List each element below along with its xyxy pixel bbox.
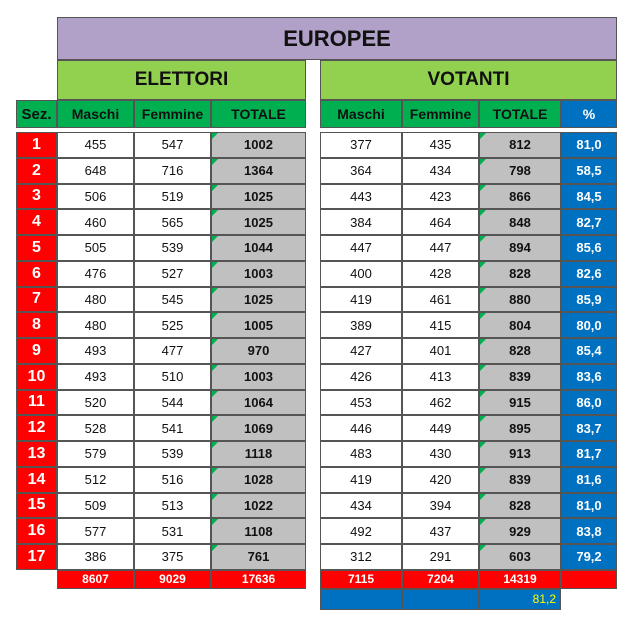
votanti-maschi-cell: 419 — [320, 467, 402, 493]
sezione-number: 8 — [16, 312, 57, 338]
elettori-totale-cell: 761 — [211, 544, 306, 570]
votanti-totale-cell: 866 — [479, 184, 561, 210]
votanti-totale-cell: 894 — [479, 235, 561, 261]
votanti-femmine-cell: 464 — [402, 209, 479, 235]
votanti-maschi-cell: 389 — [320, 312, 402, 338]
elettori-maschi-cell: 476 — [57, 261, 134, 287]
sezione-number: 6 — [16, 261, 57, 287]
sezione-number: 7 — [16, 287, 57, 313]
votanti-maschi-cell: 453 — [320, 390, 402, 416]
votanti-totale-cell: 603 — [479, 544, 561, 570]
elettori-totale-cell: 1364 — [211, 158, 306, 184]
votanti-header: VOTANTI — [320, 60, 617, 100]
votanti-totale-cell: 929 — [479, 518, 561, 544]
votanti-totale-cell: 798 — [479, 158, 561, 184]
totale-percentuale-blank — [561, 570, 617, 589]
elettori-totale-cell: 1003 — [211, 364, 306, 390]
column-header-elettori-totale: TOTALE — [211, 100, 306, 128]
elettori-header: ELETTORI — [57, 60, 306, 100]
votanti-maschi-cell: 443 — [320, 184, 402, 210]
elettori-femmine-cell: 539 — [134, 235, 211, 261]
elettori-femmine-cell: 539 — [134, 441, 211, 467]
votanti-femmine-cell: 415 — [402, 312, 479, 338]
percentuale-cell: 83,6 — [561, 364, 617, 390]
sezione-number: 1 — [16, 132, 57, 158]
votanti-totale-cell: 880 — [479, 287, 561, 313]
elettori-femmine-cell: 547 — [134, 132, 211, 158]
sezione-number: 12 — [16, 415, 57, 441]
percentuale-cell: 86,0 — [561, 390, 617, 416]
elettori-totale-cell: 1005 — [211, 312, 306, 338]
percentuale-cell: 81,0 — [561, 132, 617, 158]
elettori-femmine-cell: 531 — [134, 518, 211, 544]
votanti-maschi-cell: 427 — [320, 338, 402, 364]
elettori-femmine-cell: 513 — [134, 493, 211, 519]
elettori-maschi-cell: 528 — [57, 415, 134, 441]
votanti-totale-cell: 828 — [479, 493, 561, 519]
elettori-femmine-cell: 716 — [134, 158, 211, 184]
elettori-totale-cell: 1044 — [211, 235, 306, 261]
column-header-votanti-totale: TOTALE — [479, 100, 561, 128]
votanti-maschi-cell: 483 — [320, 441, 402, 467]
elettori-totale-cell: 1002 — [211, 132, 306, 158]
elettori-totale-cell: 1028 — [211, 467, 306, 493]
elettori-femmine-cell: 527 — [134, 261, 211, 287]
percentuale-cell: 81,6 — [561, 467, 617, 493]
sezione-number: 14 — [16, 467, 57, 493]
elettori-totale-cell: 1064 — [211, 390, 306, 416]
votanti-maschi-cell: 447 — [320, 235, 402, 261]
sezione-number: 9 — [16, 338, 57, 364]
elettori-maschi-cell: 506 — [57, 184, 134, 210]
votanti-totale-cell: 812 — [479, 132, 561, 158]
totale-votanti-femmine: 7204 — [402, 570, 479, 589]
elettori-femmine-cell: 541 — [134, 415, 211, 441]
votanti-maschi-cell: 400 — [320, 261, 402, 287]
column-header-votanti-femmine: Femmine — [402, 100, 479, 128]
percentuale-cell: 85,9 — [561, 287, 617, 313]
sezione-number: 4 — [16, 209, 57, 235]
elettori-totale-cell: 1003 — [211, 261, 306, 287]
sezione-number: 3 — [16, 184, 57, 210]
votanti-totale-cell: 915 — [479, 390, 561, 416]
votanti-totale-cell: 839 — [479, 364, 561, 390]
sezione-number: 11 — [16, 390, 57, 416]
votanti-femmine-cell: 430 — [402, 441, 479, 467]
percentuale-cell: 82,7 — [561, 209, 617, 235]
elettori-totale-cell: 1108 — [211, 518, 306, 544]
votanti-maschi-cell: 446 — [320, 415, 402, 441]
elettori-totale-cell: 1025 — [211, 209, 306, 235]
totale-elettori-maschi: 8607 — [57, 570, 134, 589]
elettori-femmine-cell: 525 — [134, 312, 211, 338]
totale-elettori-totale: 17636 — [211, 570, 306, 589]
sezione-number: 5 — [16, 235, 57, 261]
votanti-maschi-cell: 364 — [320, 158, 402, 184]
summary-blank-femmine — [402, 589, 479, 610]
elettori-totale-cell: 1025 — [211, 184, 306, 210]
elettori-femmine-cell: 516 — [134, 467, 211, 493]
sezione-number: 17 — [16, 544, 57, 570]
elettori-maschi-cell: 460 — [57, 209, 134, 235]
percentuale-cell: 79,2 — [561, 544, 617, 570]
column-header-votanti-maschi: Maschi — [320, 100, 402, 128]
votanti-femmine-cell: 435 — [402, 132, 479, 158]
elettori-maschi-cell: 512 — [57, 467, 134, 493]
elettori-femmine-cell: 544 — [134, 390, 211, 416]
percentuale-cell: 83,8 — [561, 518, 617, 544]
votanti-femmine-cell: 413 — [402, 364, 479, 390]
elettori-maschi-cell: 509 — [57, 493, 134, 519]
column-header-percentuale: % — [561, 100, 617, 128]
percentuale-cell: 82,6 — [561, 261, 617, 287]
column-header-sez: Sez. — [16, 100, 57, 128]
votanti-maschi-cell: 384 — [320, 209, 402, 235]
elettori-maschi-cell: 386 — [57, 544, 134, 570]
totale-votanti-totale: 14319 — [479, 570, 561, 589]
elettori-maschi-cell: 505 — [57, 235, 134, 261]
totale-votanti-maschi: 7115 — [320, 570, 402, 589]
votanti-femmine-cell: 434 — [402, 158, 479, 184]
elettori-maschi-cell: 577 — [57, 518, 134, 544]
votanti-femmine-cell: 420 — [402, 467, 479, 493]
elettori-totale-cell: 970 — [211, 338, 306, 364]
votanti-totale-cell: 848 — [479, 209, 561, 235]
elettori-femmine-cell: 565 — [134, 209, 211, 235]
elettori-femmine-cell: 375 — [134, 544, 211, 570]
elettori-femmine-cell: 519 — [134, 184, 211, 210]
elettori-maschi-cell: 480 — [57, 287, 134, 313]
votanti-maschi-cell: 377 — [320, 132, 402, 158]
votanti-femmine-cell: 462 — [402, 390, 479, 416]
percentuale-cell: 58,5 — [561, 158, 617, 184]
votanti-totale-cell: 913 — [479, 441, 561, 467]
votanti-femmine-cell: 461 — [402, 287, 479, 313]
percentuale-cell: 80,0 — [561, 312, 617, 338]
percentuale-cell: 81,0 — [561, 493, 617, 519]
summary-blank-maschi — [320, 589, 402, 610]
column-header-elettori-maschi: Maschi — [57, 100, 134, 128]
column-header-elettori-femmine: Femmine — [134, 100, 211, 128]
elettori-maschi-cell: 493 — [57, 364, 134, 390]
votanti-femmine-cell: 401 — [402, 338, 479, 364]
percentuale-cell: 85,4 — [561, 338, 617, 364]
votanti-femmine-cell: 291 — [402, 544, 479, 570]
elettori-totale-cell: 1022 — [211, 493, 306, 519]
elettori-maschi-cell: 455 — [57, 132, 134, 158]
sezione-number: 2 — [16, 158, 57, 184]
elettori-maschi-cell: 493 — [57, 338, 134, 364]
votanti-totale-cell: 895 — [479, 415, 561, 441]
elettori-femmine-cell: 545 — [134, 287, 211, 313]
percentuale-cell: 84,5 — [561, 184, 617, 210]
votanti-femmine-cell: 437 — [402, 518, 479, 544]
elettori-femmine-cell: 510 — [134, 364, 211, 390]
percentuale-cell: 83,7 — [561, 415, 617, 441]
sezione-number: 16 — [16, 518, 57, 544]
sezione-number: 15 — [16, 493, 57, 519]
elettori-maschi-cell: 520 — [57, 390, 134, 416]
elettori-totale-cell: 1118 — [211, 441, 306, 467]
votanti-femmine-cell: 428 — [402, 261, 479, 287]
votanti-maschi-cell: 492 — [320, 518, 402, 544]
votanti-femmine-cell: 449 — [402, 415, 479, 441]
votanti-totale-cell: 804 — [479, 312, 561, 338]
votanti-totale-cell: 839 — [479, 467, 561, 493]
sezione-number: 10 — [16, 364, 57, 390]
votanti-maschi-cell: 419 — [320, 287, 402, 313]
percentuale-cell: 85,6 — [561, 235, 617, 261]
votanti-totale-cell: 828 — [479, 338, 561, 364]
overall-percentuale: 81,2 — [479, 589, 561, 610]
elettori-maschi-cell: 648 — [57, 158, 134, 184]
votanti-femmine-cell: 423 — [402, 184, 479, 210]
votanti-maschi-cell: 426 — [320, 364, 402, 390]
elettori-totale-cell: 1025 — [211, 287, 306, 313]
votanti-maschi-cell: 312 — [320, 544, 402, 570]
totale-elettori-femmine: 9029 — [134, 570, 211, 589]
percentuale-cell: 81,7 — [561, 441, 617, 467]
votanti-maschi-cell: 434 — [320, 493, 402, 519]
votanti-femmine-cell: 394 — [402, 493, 479, 519]
elettori-totale-cell: 1069 — [211, 415, 306, 441]
votanti-femmine-cell: 447 — [402, 235, 479, 261]
sezione-number: 13 — [16, 441, 57, 467]
votanti-totale-cell: 828 — [479, 261, 561, 287]
elettori-maschi-cell: 579 — [57, 441, 134, 467]
elettori-maschi-cell: 480 — [57, 312, 134, 338]
elettori-femmine-cell: 477 — [134, 338, 211, 364]
page-title: EUROPEE — [57, 17, 617, 60]
